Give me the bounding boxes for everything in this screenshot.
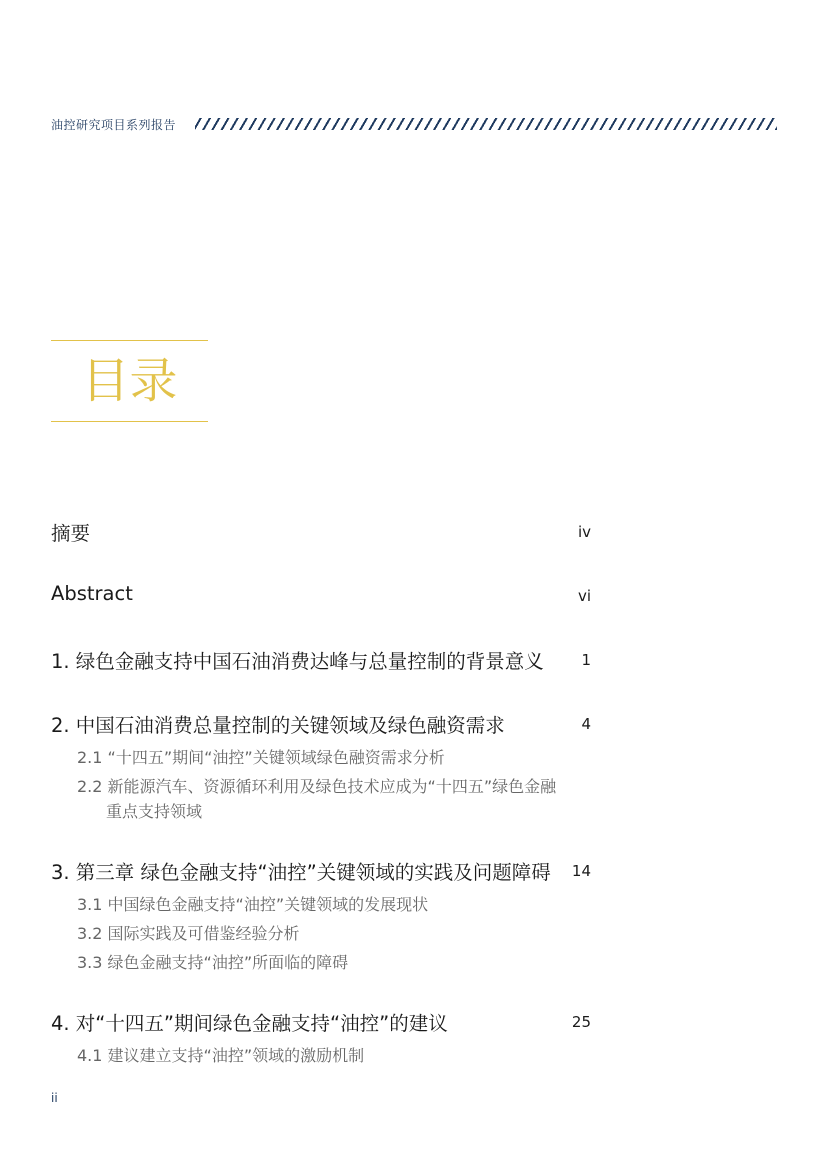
toc-subentry-2-2-line1: 2.2 新能源汽车、资源循环利用及绿色技术应成为“十四五”绿色金融 <box>77 777 557 796</box>
toc-subentry-2-2-line2: 重点支持领域 <box>106 802 203 821</box>
toc-subentry-4-1[interactable]: 4.1 建议建立支持“油控”领域的激励机制 <box>77 1046 365 1065</box>
toc-title: 目录 <box>81 353 178 409</box>
toc-title-box <box>51 340 208 422</box>
header-hatch-decoration <box>195 118 777 130</box>
toc-page-chapter-3: 14 <box>571 862 591 880</box>
toc-page-abstract-en: vi <box>577 587 591 605</box>
toc-subentry-2-2[interactable] <box>77 774 591 824</box>
page-number: ii <box>51 1091 58 1105</box>
toc-page-chapter-2: 4 <box>581 715 591 733</box>
toc-subentry-3-2[interactable]: 3.2 国际实践及可借鉴经验分析 <box>77 924 300 943</box>
toc-entry-chapter-4[interactable]: 4. 对“十四五”期间绿色金融支持“油控”的建议 <box>51 1012 448 1035</box>
toc-entry-abstract-en[interactable]: Abstract <box>51 582 133 605</box>
toc-subentry-3-3[interactable]: 3.3 绿色金融支持“油控”所面临的障碍 <box>77 953 349 972</box>
toc-page-chapter-4: 25 <box>571 1013 591 1031</box>
toc-subentry-2-1[interactable]: 2.1 “十四五”期间“油控”关键领域绿色融资需求分析 <box>77 748 445 767</box>
toc-entry-chapter-2[interactable]: 2. 中国石油消费总量控制的关键领域及绿色融资需求 <box>51 714 505 737</box>
toc-entry-chapter-1[interactable]: 1. 绿色金融支持中国石油消费达峰与总量控制的背景意义 <box>51 650 544 673</box>
toc-entry-abstract-cn[interactable]: 摘要 <box>51 522 91 545</box>
report-series-label: 油控研究项目系列报告 <box>51 118 177 132</box>
toc-entry-chapter-3[interactable]: 3. 第三章 绿色金融支持“油控”关键领域的实践及问题障碍 <box>51 861 551 884</box>
toc-page-chapter-1: 1 <box>581 651 591 669</box>
toc-subentry-3-1[interactable]: 3.1 中国绿色金融支持“油控”关键领域的发展现状 <box>77 895 429 914</box>
toc-page-abstract-cn: iv <box>577 523 591 541</box>
